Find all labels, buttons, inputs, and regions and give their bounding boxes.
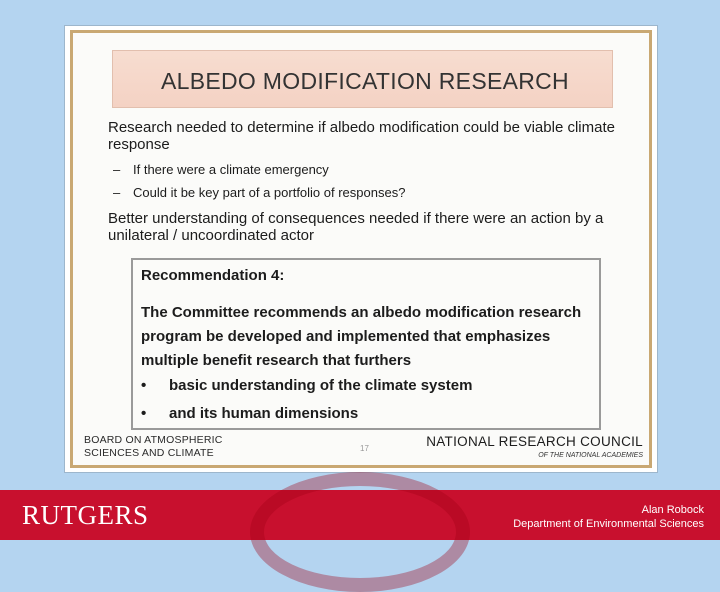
- recommendation-item: [141, 405, 358, 422]
- page-number: 17: [360, 444, 369, 453]
- bullet-dot-icon: •: [141, 377, 147, 394]
- dash-icon: –: [113, 185, 121, 200]
- bullet-better-understanding: Better understanding of consequences needed if there were an action by a unilateral / uncoordinated actor: [108, 210, 604, 244]
- slide-frame: [64, 25, 658, 473]
- bullet-dot-icon: •: [141, 405, 147, 422]
- recommendation-box: [131, 258, 601, 430]
- bullet-research-needed: Research needed to determine if albedo modification could be viable climate response: [108, 119, 615, 153]
- sub-bullet-text: If there were a climate emergency: [133, 162, 329, 177]
- title-band: [112, 50, 613, 108]
- board-name-line2: SCIENCES AND CLIMATE: [84, 447, 214, 459]
- recommendation-item-text: basic understanding of the climate system: [169, 377, 473, 394]
- seal-watermark: [250, 472, 470, 592]
- nrc-subtitle: OF THE NATIONAL ACADEMIES: [538, 452, 643, 459]
- recommendation-item: [141, 377, 472, 394]
- recommendation-title: Recommendation 4:: [141, 267, 285, 284]
- rutgers-logo: RUTGERS: [22, 500, 149, 530]
- department-name: Department of Environmental Sciences: [513, 518, 704, 530]
- sub-bullet: [113, 162, 329, 177]
- dash-icon: –: [113, 162, 121, 177]
- sub-bullet-text: Could it be key part of a portfolio of responses?: [133, 185, 406, 200]
- sub-bullet: [113, 185, 405, 200]
- bottom-bar: [0, 490, 720, 540]
- board-name-line1: BOARD ON ATMOSPHERIC: [84, 434, 223, 446]
- recommendation-body: The Committee recommends an albedo modification research program be developed and implemented that emphasizes multiple benefit research that furthers: [141, 304, 582, 369]
- presenter-credit: [513, 503, 704, 531]
- board-name: [84, 434, 223, 460]
- slide-content: [70, 30, 652, 468]
- nrc-name: NATIONAL RESEARCH COUNCIL: [426, 434, 643, 449]
- author-name: Alan Robock: [641, 504, 704, 516]
- slide-title: ALBEDO MODIFICATION RESEARCH: [161, 68, 569, 94]
- nrc-logo: [426, 434, 643, 459]
- recommendation-item-text: and its human dimensions: [169, 405, 359, 422]
